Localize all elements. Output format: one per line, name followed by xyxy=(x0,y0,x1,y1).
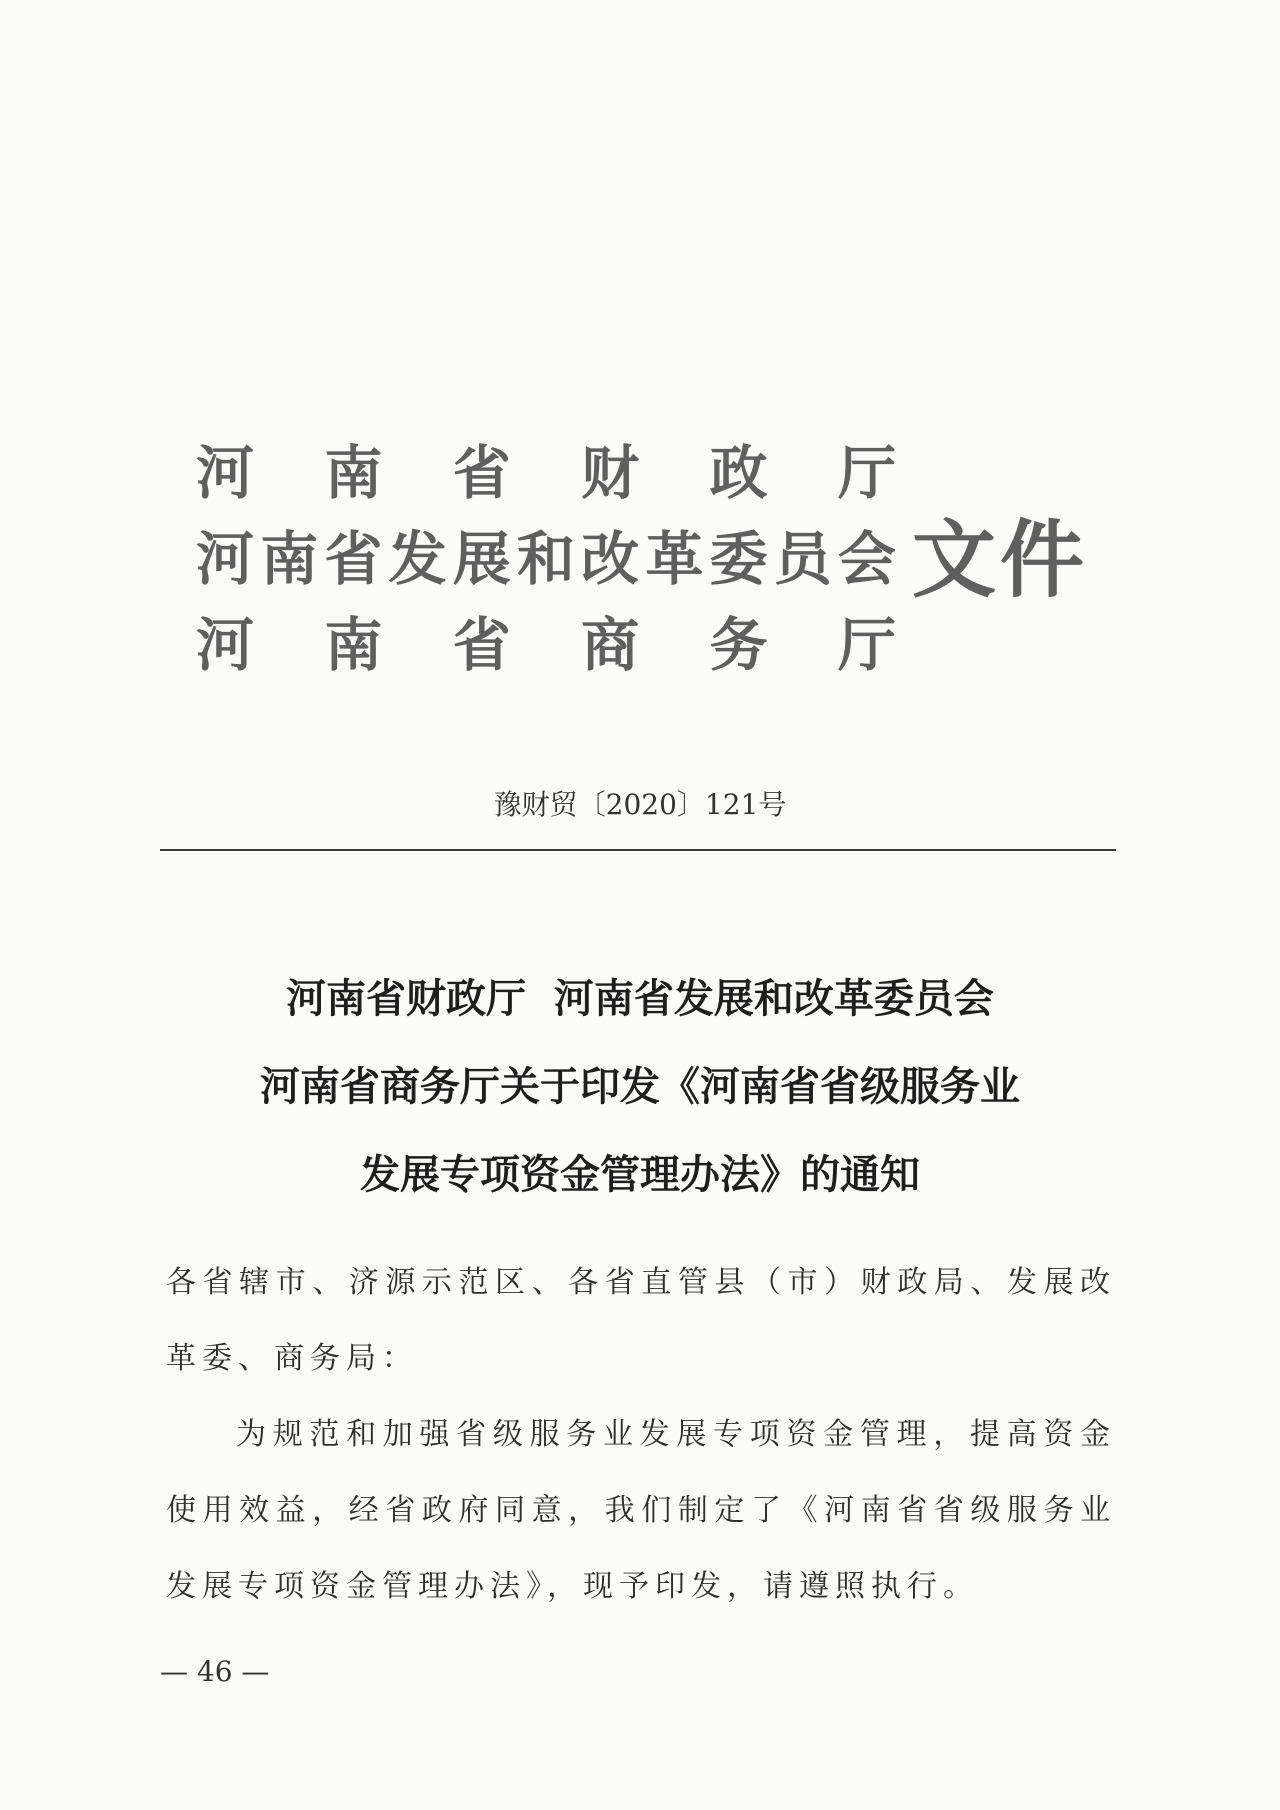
issuer-char: 务 xyxy=(709,611,768,679)
issuer-commerce-department xyxy=(196,602,896,688)
issuer-char: 革 xyxy=(645,525,704,593)
issuer-char: 河 xyxy=(196,525,255,593)
issuer-char: 员 xyxy=(773,525,832,593)
issuer-char: 南 xyxy=(324,439,383,507)
document-number: 豫财贸〔2020〕121号 xyxy=(493,788,787,821)
issuing-agencies xyxy=(196,430,896,688)
title-line-1: 河南省财政厅 河南省发展和改革委员会 xyxy=(286,976,994,1022)
document-title xyxy=(0,955,1280,1219)
issuer-char: 政 xyxy=(709,439,768,507)
issuer-char: 商 xyxy=(581,611,640,679)
issuer-char: 河 xyxy=(196,439,255,507)
issuer-char: 河 xyxy=(196,611,255,679)
issuer-char: 省 xyxy=(324,525,383,593)
issuer-char: 财 xyxy=(581,439,640,507)
issuer-char: 南 xyxy=(260,525,319,593)
issuer-development-reform-commission xyxy=(196,516,896,602)
document-body xyxy=(166,1245,1116,1625)
issuer-char: 发 xyxy=(388,525,447,593)
document-label: 文件 xyxy=(912,511,1089,609)
issuer-char: 和 xyxy=(516,525,575,593)
issuer-char: 南 xyxy=(324,611,383,679)
issuer-char: 委 xyxy=(709,525,768,593)
issuer-char: 会 xyxy=(837,525,896,593)
issuer-finance-department xyxy=(196,430,896,516)
issuer-char: 省 xyxy=(452,439,511,507)
header-divider xyxy=(160,849,1116,851)
page-number: — 46 — xyxy=(160,1655,270,1688)
addressee: 各省辖市、济源示范区、各省直管县（市）财政局、发展改革委、商务局： xyxy=(166,1265,1116,1376)
title-line-3: 发展专项资金管理办法》的通知 xyxy=(360,1152,920,1198)
body-paragraph: 为规范和加强省级服务业发展专项资金管理，提高资金使用效益，经省政府同意，我们制定了《河南省省级服务业发展专项资金管理办法》，现予印发，请遵照执行。 xyxy=(166,1417,1116,1604)
issuer-char: 展 xyxy=(452,525,511,593)
issuer-char: 厅 xyxy=(837,439,896,507)
issuer-char: 改 xyxy=(581,525,640,593)
issuer-char: 省 xyxy=(452,611,511,679)
issuer-char: 厅 xyxy=(837,611,896,679)
title-line-2: 河南省商务厅关于印发《河南省省级服务业 xyxy=(260,1064,1020,1110)
